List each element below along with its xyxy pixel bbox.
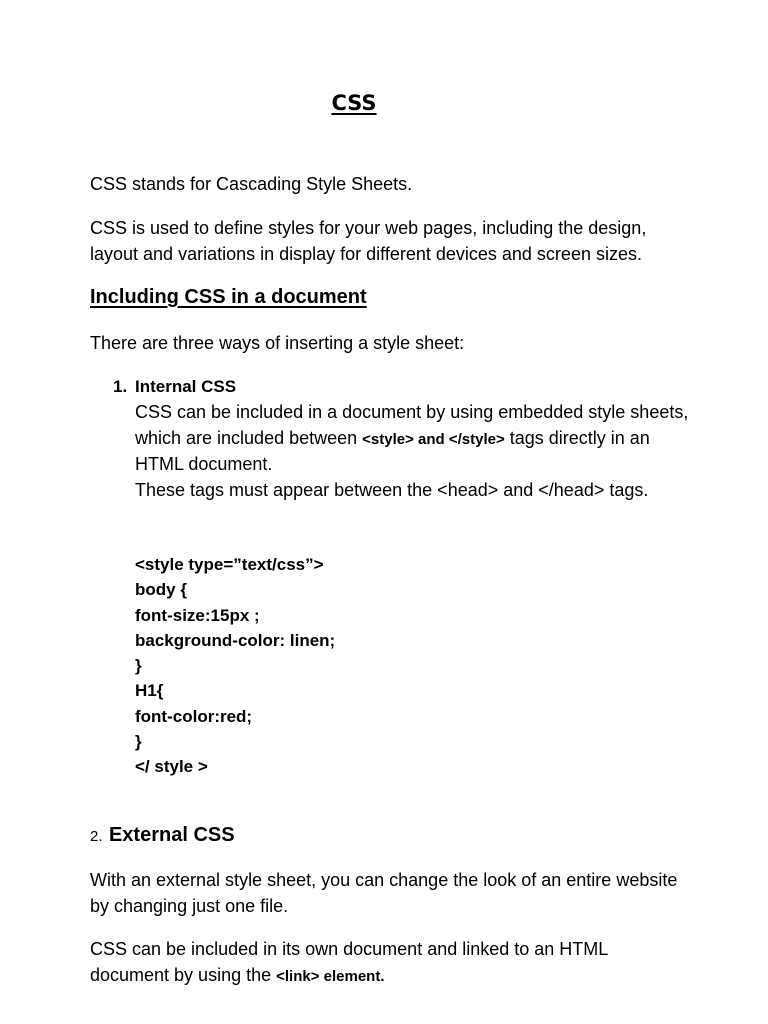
internal-css-text-1: CSS can be included in a document by using embedded style sheets, which are included between [135,402,689,448]
internal-css-description [135,400,695,503]
link-element-bold: <link> element. [276,967,385,985]
code-line: } [135,732,142,752]
code-line: </ style > [135,757,208,777]
list-item-2-heading [90,824,235,847]
code-line: H1{ [135,681,164,701]
internal-css-text-2: tags directly in an HTML document. [135,427,650,474]
list-item-title-external-css: External CSS [108,824,235,846]
intro-paragraph-2: CSS is used to define styles for your web pages, including the design, layout and variations in display for different devices and screen sizes. [90,218,647,264]
internal-css-text-3: These tags must appear between the <head> and </head> tags. [135,479,649,500]
code-line: } [135,656,142,676]
code-line: background-color: linen; [135,630,336,650]
code-line: font-size:15px ; [135,605,260,625]
external-text: CSS can be included in its own document and linked to an HTML document by using the [90,939,608,985]
list-item-number-2: 2. [90,828,103,845]
style-tags-bold: <style> and </style> [362,430,505,448]
list-item-number-1: 1. [113,377,128,396]
list-item-title-internal-css: Internal CSS [135,377,237,396]
code-line: <style type=”text/css”> [135,555,324,574]
document-title: CSS [331,91,377,115]
intro-paragraph-1: CSS stands for Cascading Style Sheets. [90,174,413,194]
ways-paragraph: There are three ways of inserting a style sheet: [90,333,465,353]
external-paragraph-2 [90,937,690,989]
code-line: body { [135,580,187,600]
code-line: font-color:red; [135,706,253,726]
section-heading: Including CSS in a document [90,286,367,308]
external-paragraph-1: With an external style sheet, you can change the look of an entire website by changing just one file. [90,870,678,916]
code-example [135,552,335,780]
